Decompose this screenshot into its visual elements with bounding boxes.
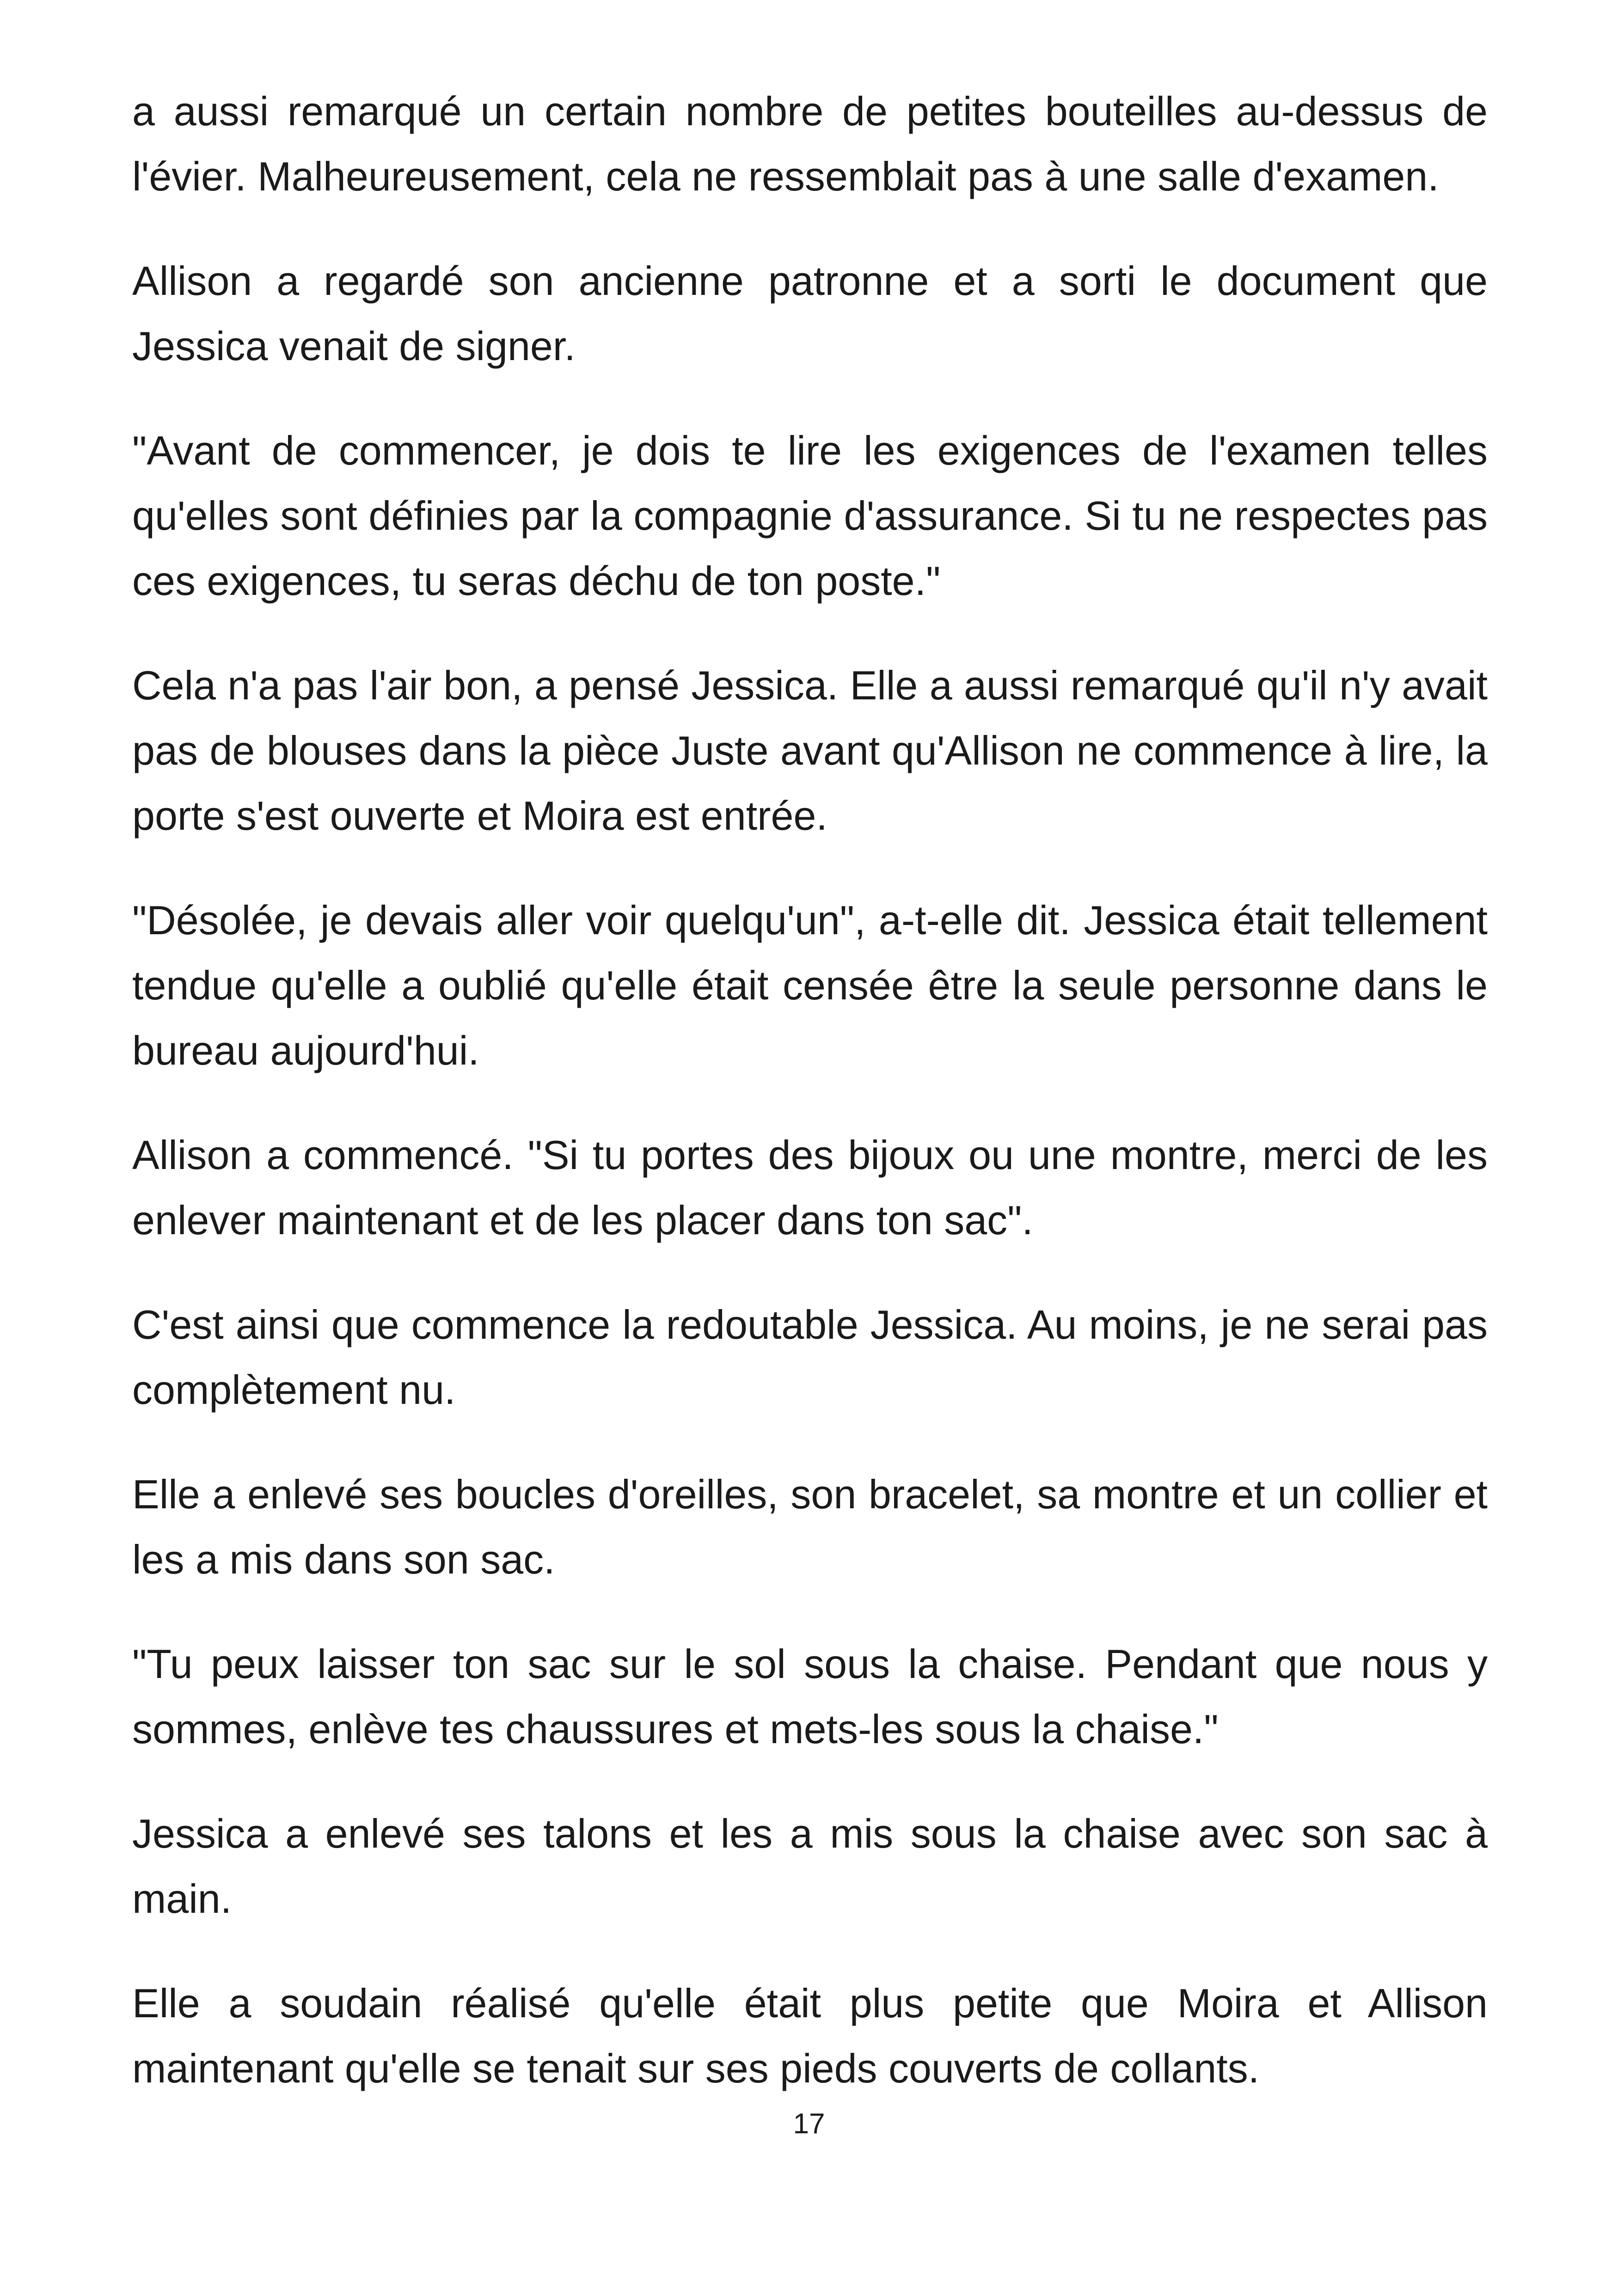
body-text — [132, 79, 1488, 2140]
paragraph: "Désolée, je devais aller voir quelqu'un", a-t-elle dit. Jessica était tellement tendue qu'elle a oublié qu'elle était censée être la seule personne dans le bureau aujourd'hui. — [132, 897, 1488, 1073]
paragraph: C'est ainsi que commence la redoutable Jessica. Au moins, je ne serai pas complètement nu. — [132, 1302, 1488, 1413]
paragraph: "Avant de commencer, je dois te lire les exigences de l'examen telles qu'elles sont définies par la compagnie d'assurance. Si tu ne respectes pas ces exigences, tu seras déchu de ton poste." — [132, 428, 1488, 604]
paragraph: Elle a soudain réalisé qu'elle était plus petite que Moira et Allison maintenant qu'elle se tenait sur ses pieds couverts de collants. — [132, 1980, 1488, 2091]
page-number: 17 — [793, 2108, 825, 2140]
paragraph: Allison a commencé. "Si tu portes des bijoux ou une montre, merci de les enlever maintenant et de les placer dans ton sac". — [132, 1132, 1488, 1243]
paragraph: Elle a enlevé ses boucles d'oreilles, son bracelet, sa montre et un collier et les a mis dans son sac. — [132, 1471, 1488, 1582]
paragraph: "Tu peux laisser ton sac sur le sol sous la chaise. Pendant que nous y sommes, enlève tes chaussures et mets-les sous la chaise." — [132, 1641, 1488, 1752]
paragraph: Jessica a enlevé ses talons et les a mis sous la chaise avec son sac à main. — [132, 1811, 1488, 1922]
paragraph: a aussi remarqué un certain nombre de petites bouteilles au-dessus de l'évier. Malheureusement, cela ne ressemblait pas à une salle d'examen. — [132, 88, 1488, 199]
paragraph: Cela n'a pas l'air bon, a pensé Jessica. Elle a aussi remarqué qu'il n'y avait pas de blouses dans la pièce Juste avant qu'Allison ne commence à lire, la porte s'est ouverte et Moira est entrée. — [132, 662, 1488, 839]
paragraph: Allison a regardé son ancienne patronne et a sorti le document que Jessica venait de signer. — [132, 258, 1488, 369]
